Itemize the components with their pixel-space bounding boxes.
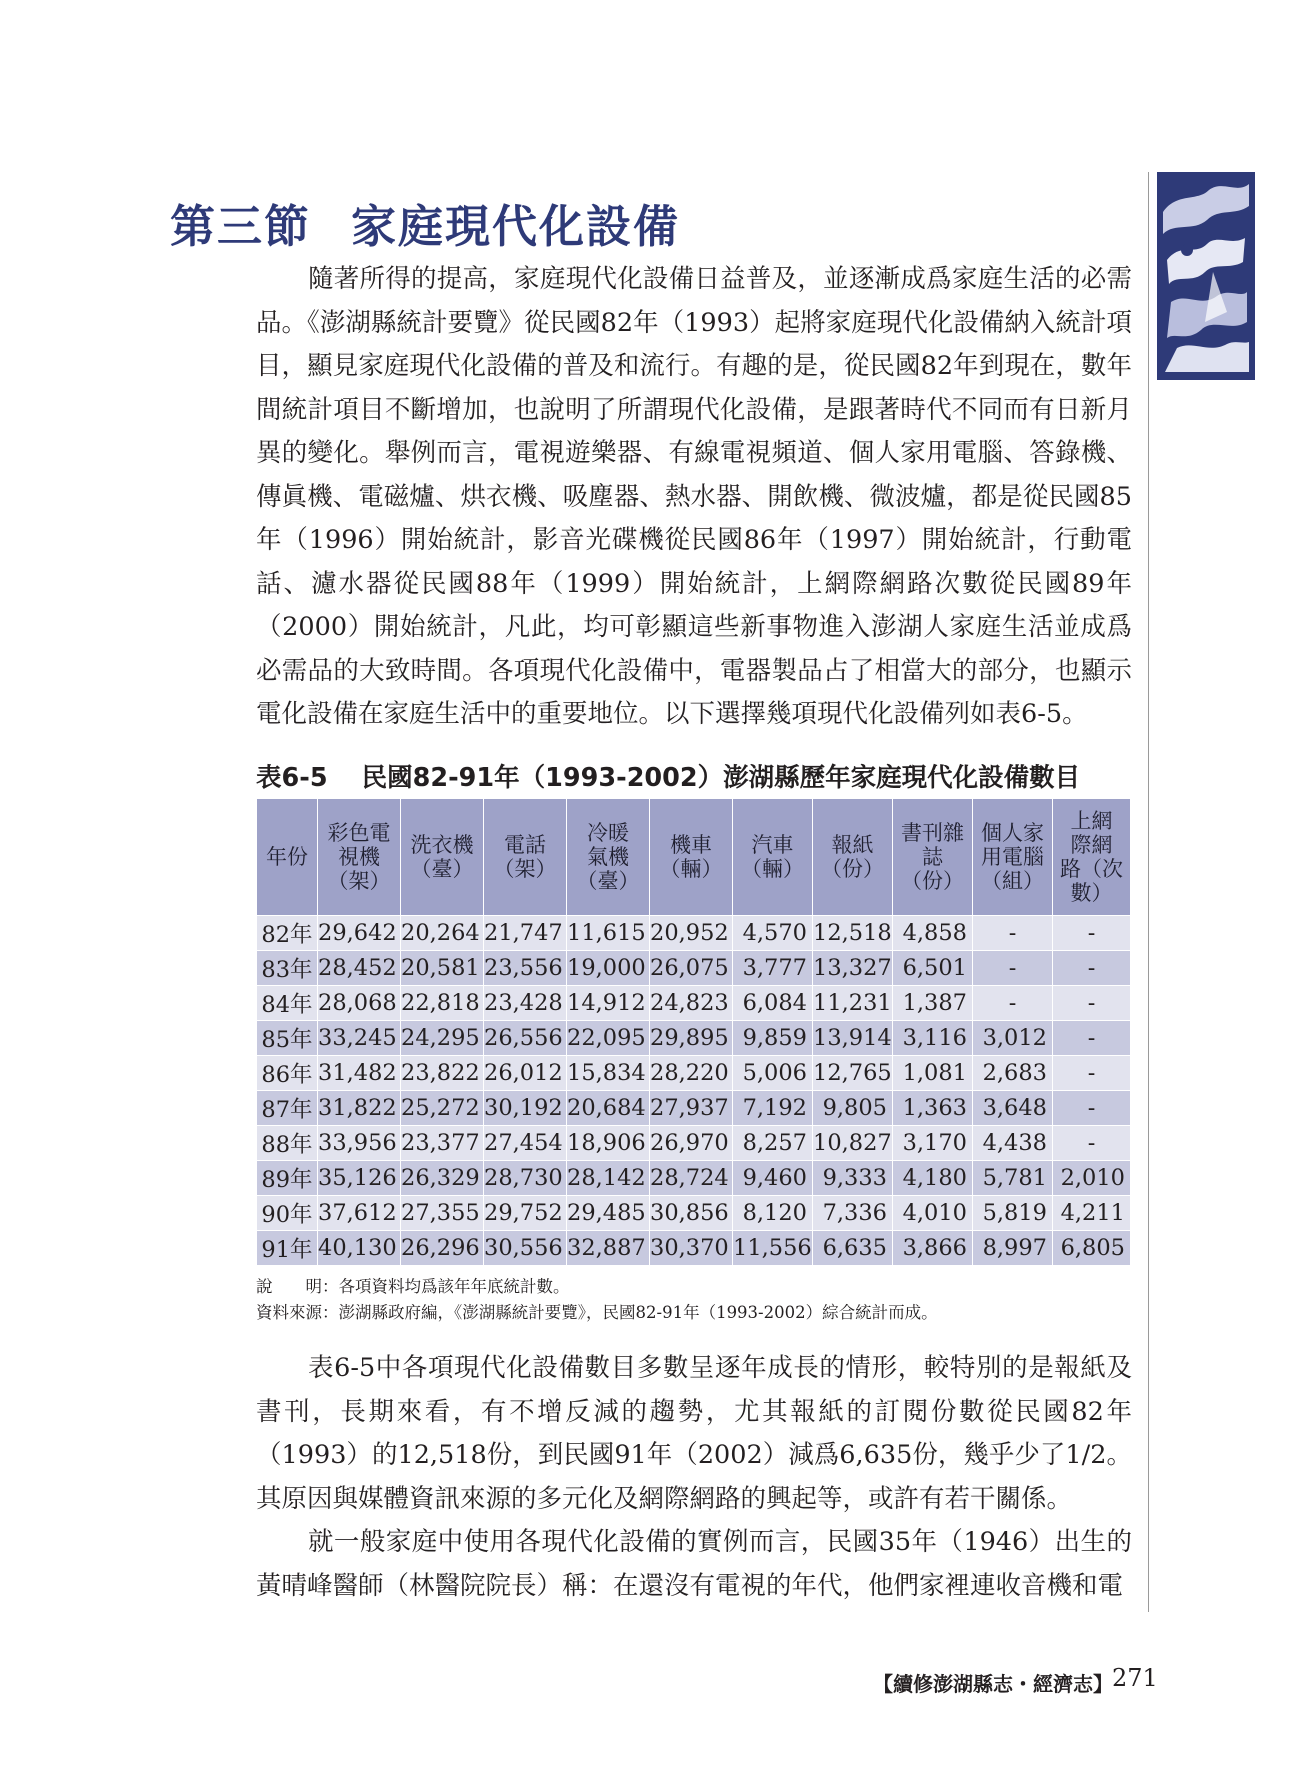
value-cell: 28,220: [650, 1056, 733, 1091]
table-header-row: [257, 799, 1131, 916]
value-cell: 29,752: [484, 1196, 567, 1231]
section-heading: 家庭現代化設備: [351, 200, 681, 254]
chapter-emblem-image: [1157, 172, 1255, 380]
column-header-line: 報紙: [831, 833, 874, 857]
analysis-paragraph: 表6-5中各項現代化設備數目多數呈逐年成長的情形，較特別的是報紙及書刊，長期來看，有不增反減的趨勢，尤其報紙的訂閱份數從民國82年（1993）的12,518份，到民國91年（2002）減爲6,635份，幾乎少了1/2。其原因與媒體資訊來源的多元化及網際網路的興起等，或許有若干關係。: [256, 1353, 1132, 1514]
value-cell: 4,570: [733, 916, 813, 951]
page-number: 271: [1112, 1664, 1158, 1692]
value-cell: 11,615: [567, 916, 650, 951]
value-cell: 31,822: [318, 1091, 401, 1126]
value-cell: 11,556: [733, 1231, 813, 1266]
table-row: [257, 1021, 1131, 1056]
column-header-line: 視機: [338, 845, 380, 869]
value-cell: -: [1053, 1056, 1131, 1091]
value-cell: 19,000: [567, 951, 650, 986]
value-cell: 14,912: [567, 986, 650, 1021]
table-row: [257, 986, 1131, 1021]
value-cell: 12,518: [813, 916, 893, 951]
table-title: 民國82-91年（1993-2002）澎湖縣歷年家庭現代化設備數目: [361, 763, 1081, 793]
value-cell: 13,914: [813, 1021, 893, 1056]
column-header-line: （臺）: [576, 869, 640, 893]
equipment-table: [256, 798, 1131, 1266]
table-row: [257, 1126, 1131, 1161]
column-header-line: 洗衣機: [410, 833, 474, 857]
column-header-line: 用電腦: [981, 845, 1044, 869]
value-cell: -: [1053, 986, 1131, 1021]
value-cell: 7,336: [813, 1196, 893, 1231]
value-cell: 30,192: [484, 1091, 567, 1126]
value-cell: 6,805: [1053, 1231, 1131, 1266]
table-number: 表6-5: [256, 763, 328, 793]
column-header-line: （架）: [327, 869, 391, 893]
value-cell: 6,084: [733, 986, 813, 1021]
value-cell: 3,170: [893, 1126, 973, 1161]
value-cell: 20,684: [567, 1091, 650, 1126]
value-cell: 40,130: [318, 1231, 401, 1266]
value-cell: 3,116: [893, 1021, 973, 1056]
value-cell: 26,012: [484, 1056, 567, 1091]
value-cell: 30,370: [650, 1231, 733, 1266]
year-cell: 89年: [257, 1161, 318, 1196]
value-cell: 8,997: [973, 1231, 1053, 1266]
column-header-line: 路（次: [1060, 857, 1123, 881]
value-cell: 20,581: [401, 951, 484, 986]
section-title: [170, 190, 680, 255]
year-cell: 88年: [257, 1126, 318, 1161]
running-footer: 【續修澎湖縣志・經濟志】: [873, 1672, 1113, 1696]
value-cell: 27,937: [650, 1091, 733, 1126]
table-note: 說 明：各項資料均爲該年年底統計數。: [256, 1277, 570, 1296]
year-cell: 90年: [257, 1196, 318, 1231]
value-cell: -: [973, 951, 1053, 986]
column-header: [893, 799, 973, 916]
value-cell: 28,452: [318, 951, 401, 986]
value-cell: 4,180: [893, 1161, 973, 1196]
value-cell: 5,781: [973, 1161, 1053, 1196]
value-cell: 12,765: [813, 1056, 893, 1091]
column-header-line: 上網: [1070, 809, 1113, 833]
value-cell: 13,327: [813, 951, 893, 986]
value-cell: 32,887: [567, 1231, 650, 1266]
value-cell: 11,231: [813, 986, 893, 1021]
value-cell: -: [1053, 1021, 1131, 1056]
value-cell: 29,895: [650, 1021, 733, 1056]
value-cell: 8,257: [733, 1126, 813, 1161]
value-cell: 35,126: [318, 1161, 401, 1196]
value-cell: -: [973, 916, 1053, 951]
table-row: [257, 951, 1131, 986]
value-cell: 10,827: [813, 1126, 893, 1161]
table-row: [257, 1231, 1131, 1266]
value-cell: 27,355: [401, 1196, 484, 1231]
column-header-line: 數）: [1070, 881, 1113, 905]
value-cell: 23,428: [484, 986, 567, 1021]
value-cell: 4,858: [893, 916, 973, 951]
column-header: [257, 799, 318, 916]
value-cell: 9,333: [813, 1161, 893, 1196]
value-cell: 26,970: [650, 1126, 733, 1161]
column-header-line: 年份: [266, 845, 308, 869]
value-cell: 26,296: [401, 1231, 484, 1266]
value-cell: 3,777: [733, 951, 813, 986]
column-header: [401, 799, 484, 916]
value-cell: 23,377: [401, 1126, 484, 1161]
value-cell: 2,683: [973, 1056, 1053, 1091]
value-cell: 22,095: [567, 1021, 650, 1056]
value-cell: 3,012: [973, 1021, 1053, 1056]
column-header-line: 電話: [504, 833, 546, 857]
value-cell: 1,081: [893, 1056, 973, 1091]
value-cell: -: [973, 986, 1053, 1021]
value-cell: 28,142: [567, 1161, 650, 1196]
value-cell: 4,010: [893, 1196, 973, 1231]
column-header: [650, 799, 733, 916]
column-header-line: （臺）: [410, 857, 474, 881]
value-cell: -: [1053, 951, 1131, 986]
column-header: [973, 799, 1053, 916]
year-cell: 83年: [257, 951, 318, 986]
value-cell: 33,956: [318, 1126, 401, 1161]
value-cell: 29,642: [318, 916, 401, 951]
value-cell: 9,805: [813, 1091, 893, 1126]
value-cell: 33,245: [318, 1021, 401, 1056]
value-cell: 24,823: [650, 986, 733, 1021]
value-cell: 18,906: [567, 1126, 650, 1161]
value-cell: 28,730: [484, 1161, 567, 1196]
value-cell: 30,856: [650, 1196, 733, 1231]
decorative-woodcut-icon: [1157, 172, 1255, 380]
value-cell: 1,363: [893, 1091, 973, 1126]
column-header-line: 書刊雜: [901, 821, 964, 845]
value-cell: 5,006: [733, 1056, 813, 1091]
value-cell: 28,068: [318, 986, 401, 1021]
column-header-line: 際網: [1070, 833, 1113, 857]
value-cell: 4,211: [1053, 1196, 1131, 1231]
year-cell: 84年: [257, 986, 318, 1021]
column-header-line: 氣機: [587, 845, 629, 869]
column-header: [813, 799, 893, 916]
value-cell: 6,635: [813, 1231, 893, 1266]
year-cell: 82年: [257, 916, 318, 951]
value-cell: 15,834: [567, 1056, 650, 1091]
year-cell: 91年: [257, 1231, 318, 1266]
value-cell: 6,501: [893, 951, 973, 986]
margin-rule: [1148, 172, 1149, 1612]
column-header: [1053, 799, 1131, 916]
table-source: 資料來源：澎湖縣政府編，《澎湖縣統計要覽》，民國82-91年（1993-2002）綜合統計而成。: [256, 1303, 938, 1322]
value-cell: 20,264: [401, 916, 484, 951]
column-header-line: （份）: [901, 869, 964, 893]
column-header: [318, 799, 401, 916]
table-row: [257, 1161, 1131, 1196]
value-cell: 27,454: [484, 1126, 567, 1161]
value-cell: 25,272: [401, 1091, 484, 1126]
value-cell: 24,295: [401, 1021, 484, 1056]
column-header-line: 冷暖: [587, 821, 629, 845]
value-cell: 29,485: [567, 1196, 650, 1231]
value-cell: 20,952: [650, 916, 733, 951]
year-cell: 85年: [257, 1021, 318, 1056]
value-cell: 3,648: [973, 1091, 1053, 1126]
value-cell: 23,822: [401, 1056, 484, 1091]
value-cell: 23,556: [484, 951, 567, 986]
value-cell: 2,010: [1053, 1161, 1131, 1196]
column-header-line: （輛）: [659, 857, 723, 881]
column-header-line: （組）: [981, 869, 1044, 893]
value-cell: 26,556: [484, 1021, 567, 1056]
value-cell: 9,460: [733, 1161, 813, 1196]
section-number: 第三節: [170, 200, 312, 254]
value-cell: 5,819: [973, 1196, 1053, 1231]
column-header: [733, 799, 813, 916]
table-row: [257, 1196, 1131, 1231]
value-cell: -: [1053, 1091, 1131, 1126]
value-cell: 8,120: [733, 1196, 813, 1231]
column-header-line: （份）: [821, 857, 884, 881]
column-header: [484, 799, 567, 916]
column-header-line: （架）: [493, 857, 557, 881]
value-cell: 30,556: [484, 1231, 567, 1266]
value-cell: 28,724: [650, 1161, 733, 1196]
value-cell: -: [1053, 916, 1131, 951]
table-row: [257, 1056, 1131, 1091]
value-cell: 1,387: [893, 986, 973, 1021]
table-row: [257, 1091, 1131, 1126]
value-cell: 31,482: [318, 1056, 401, 1091]
column-header-line: 汽車: [751, 833, 794, 857]
table-caption: [256, 758, 1080, 794]
column-header-line: 個人家: [981, 821, 1044, 845]
column-header-line: 誌: [922, 845, 943, 869]
column-header-line: 彩色電: [327, 821, 391, 845]
year-cell: 86年: [257, 1056, 318, 1091]
table-row: [257, 916, 1131, 951]
value-cell: 9,859: [733, 1021, 813, 1056]
column-header-line: 機車: [670, 833, 712, 857]
year-cell: 87年: [257, 1091, 318, 1126]
value-cell: 3,866: [893, 1231, 973, 1266]
value-cell: 26,075: [650, 951, 733, 986]
value-cell: 4,438: [973, 1126, 1053, 1161]
column-header-line: （輛）: [741, 857, 804, 881]
column-header: [567, 799, 650, 916]
value-cell: 37,612: [318, 1196, 401, 1231]
example-paragraph: 就一般家庭中使用各現代化設備的實例而言，民國35年（1946）出生的黃晴峰醫師（林醫院院長）稱：在還沒有電視的年代，他們家裡連收音機和電: [256, 1527, 1132, 1601]
value-cell: 26,329: [401, 1161, 484, 1196]
intro-paragraph: 隨著所得的提高，家庭現代化設備日益普及，並逐漸成爲家庭生活的必需品。《澎湖縣統計要覽》從民國82年（1993）起將家庭現代化設備納入統計項目，顯見家庭現代化設備的普及和流行。有趣的是，從民國82年到現在，數年間統計項目不斷增加，也說明了所謂現代化設備，是跟著時代不同而有日新月異的變化。舉例而言，電視遊樂器、有線電視頻道、個人家用電腦、答錄機、傳眞機、電磁爐、烘衣機、吸塵器、熱水器、開飲機、微波爐，都是從民國85年（1996）開始統計，影音光碟機從民國86年（1997）開始統計，行動電話、濾水器從民國88年（1999）開始統計，上網際網路次數從民國89年（2000）開始統計，凡此，均可彰顯這些新事物進入澎湖人家庭生活並成爲必需品的大致時間。各項現代化設備中，電器製品占了相當大的部分，也顯示電化設備在家庭生活中的重要地位。以下選擇幾項現代化設備列如表6-5。: [256, 264, 1132, 729]
value-cell: 22,818: [401, 986, 484, 1021]
value-cell: -: [1053, 1126, 1131, 1161]
table-body: [257, 916, 1131, 1266]
value-cell: 7,192: [733, 1091, 813, 1126]
value-cell: 21,747: [484, 916, 567, 951]
